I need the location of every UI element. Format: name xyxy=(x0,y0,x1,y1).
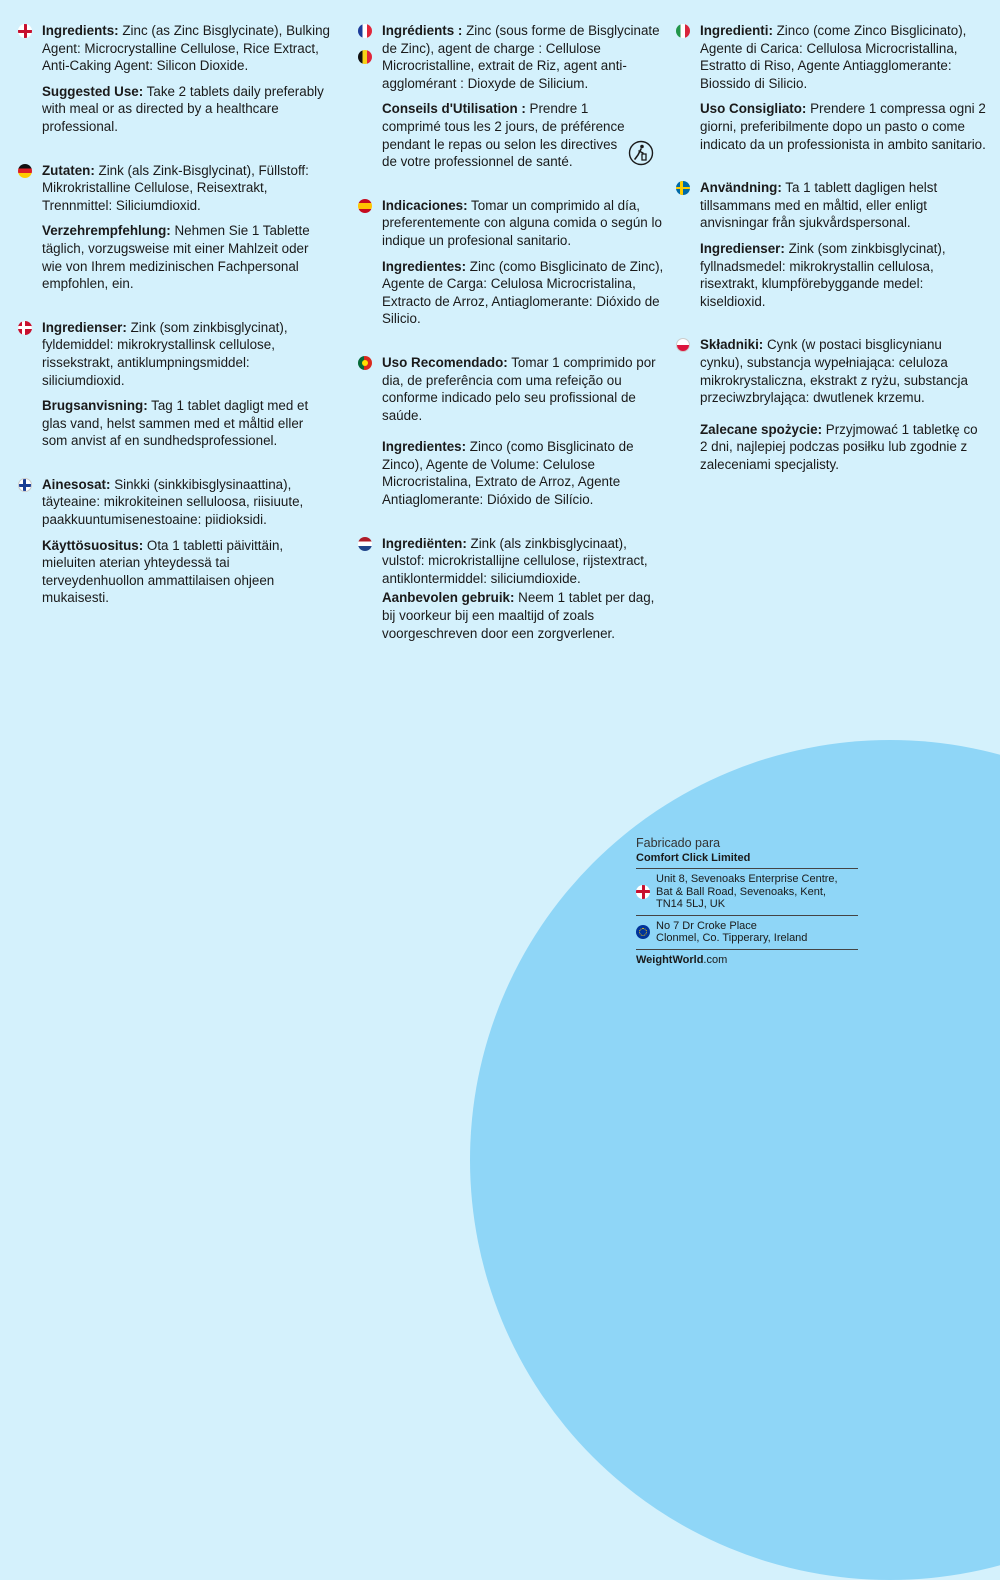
flag-uk-icon xyxy=(18,24,32,38)
flag-pt-icon xyxy=(358,356,372,370)
ingredients-es: Ingredientes: Zinc (como Bisglicinato de Zinc), Agente de Carga: Celulosa Microcristalina, Extracto de Arroz, Antiaglomerante: Dióxido de Silicio. xyxy=(382,258,664,327)
ingredients-nl: Ingrediënten: Zink (als zinkbisglycinaat), vulstof: microkristallijne cellulose, rijstextract, antiklontermiddel: siliciumdioxide. xyxy=(382,535,648,586)
suggested-use-pt: Uso Recomendado: Tomar 1 comprimido por dia, de preferência com uma refeição ou conforme indicado pelo seu profissional de saúde. xyxy=(382,354,656,423)
section-danish xyxy=(18,319,330,458)
column-middle xyxy=(358,22,668,650)
ingredients-en: Ingredients: Zinc (as Zinc Bisglycinate), Bulking Agent: Microcrystalline Cellulose, Rice Extract, Anti-Caking Agent: Silicon Dioxide. xyxy=(42,23,330,74)
section-german xyxy=(18,162,330,301)
company-name: Comfort Click Limited xyxy=(636,851,858,869)
flag-it-icon xyxy=(676,24,690,38)
suggested-use-fi: Käyttösuositus: Ota 1 tabletti päivittäin, mieluiten aterian yhteydessä tai terveydenhuollon ammattilaisen ohjeen mukaisesti. xyxy=(42,537,284,606)
flag-uk-icon xyxy=(636,885,650,899)
flag-de-icon xyxy=(18,164,32,178)
flag-dk-icon xyxy=(18,321,32,335)
column-right xyxy=(676,22,988,481)
suggested-use-se: Användning: Ta 1 tablett dagligen helst tillsammans med en måltid, eller enligt anvisningar från sjukvårdspersonal. xyxy=(700,180,938,231)
section-dutch xyxy=(358,535,668,651)
section-french xyxy=(358,22,668,179)
column-left xyxy=(18,22,330,615)
flag-fi-icon xyxy=(18,478,32,492)
flag-fr-icon xyxy=(358,24,372,38)
eu-address-line-1: No 7 Dr Croke Place xyxy=(656,919,757,932)
eu-address-line-2: Clonmel, Co. Tipperary, Ireland xyxy=(656,932,808,944)
flag-be-icon xyxy=(358,50,372,64)
section-italian xyxy=(676,22,988,161)
section-english xyxy=(18,22,330,144)
ingredients-pt: Ingredientes: Zinco (como Bisglicinato de Zinco), Agente de Volume: Celulose Microcristalina, Extrato de Arroz, Agente Antiaglomerante: Dióxido de Silício. xyxy=(382,439,634,508)
ingredients-fi: Ainesosat: Sinkki (sinkkibisglysinaattina), täyteaine: mikrokiteinen selluloosa, riisiuute, paakkuuntumisenestoaine: piidioksidi. xyxy=(42,476,304,528)
flag-se-icon xyxy=(676,181,690,195)
section-polish xyxy=(676,336,988,481)
flag-eu-icon xyxy=(636,925,650,939)
section-portuguese xyxy=(358,354,668,517)
ingredients-it: Ingredienti: Zinco (come Zinco Bisglicinato), Agente di Carica: Cellulosa Microcristallina, Estratto di Riso, Agente Antiagglomerante: Biossido di Silicio. xyxy=(700,23,967,91)
section-swedish xyxy=(676,179,988,318)
suggested-use-nl: Aanbevolen gebruik: Neem 1 tablet per dag, bij voorkeur bij een maaltijd of zoals voorgeschreven door een zorgverlener. xyxy=(382,590,655,641)
suggested-use-fr: Conseils d'Utilisation : Prendre 1 comprimé tous les 2 jours, de préférence pendant le repas ou selon les directives de votre professionnel de santé. xyxy=(382,101,625,170)
suggested-use-pl: Zalecane spożycie: Przyjmować 1 tabletkę co 2 dni, najlepiej podczas posiłku lub zgodnie z zaleceniami specjalisty. xyxy=(700,421,978,472)
section-spanish xyxy=(358,197,668,336)
suggested-use-dk: Brugsanvisning: Tag 1 tablet dagligt med et glas vand, helst sammen med et måltid eller som anvist af en sundhedsprofessionel. xyxy=(42,398,309,449)
recycle-icon xyxy=(628,140,654,166)
uk-address xyxy=(636,869,858,916)
website-link[interactable]: WeightWorld.com xyxy=(636,953,728,966)
ingredients-fr: Ingrédients : Zinc (sous forme de Bisglycinate de Zinc), agent de charge : Cellulose Microcristalline, extrait de Riz, agent anti-agglomérant : Dioxyde de Silicium. xyxy=(382,23,660,91)
uk-address-line-1: Unit 8, Sevenoaks Enterprise Centre, xyxy=(656,873,838,885)
flag-nl-icon xyxy=(358,537,372,551)
section-finnish xyxy=(18,476,330,615)
eu-address xyxy=(636,916,858,950)
manufacturer-info xyxy=(636,836,858,967)
ingredients-dk: Ingredienser: Zink (som zinkbisglycinat), fyldemiddel: mikrokrystallinsk cellulose, rissekstrakt, antiklumpningsmiddel: siliciumdioxid. xyxy=(42,319,288,388)
uk-address-line-2: Bat & Ball Road, Sevenoaks, Kent, xyxy=(656,885,826,898)
manufactured-for-label: Fabricado para xyxy=(636,836,721,850)
ingredients-se: Ingredienser: Zink (som zinkbisglycinat), fyllnadsmedel: mikrokrystallin cellulosa, risextrakt, klumpförebyggande medel: kiseldioxid. xyxy=(700,240,946,309)
ingredients-de: Zutaten: Zink (als Zink-Bisglycinat), Füllstoff: Mikrokristalline Cellulose, Reisextrakt, Trennmittel: Siliciumdioxid. xyxy=(42,162,309,213)
suggested-use-es: Indicaciones: Tomar un comprimido al día, preferentemente con alguna comida o según lo indique un profesional sanitario. xyxy=(382,197,662,248)
suggested-use-en: Suggested Use: Take 2 tablets daily preferably with meal or as directed by a healthcare professional. xyxy=(42,83,324,134)
flag-es-icon xyxy=(358,199,372,213)
flag-pl-icon xyxy=(676,338,690,352)
suggested-use-it: Uso Consigliato: Prendere 1 compressa ogni 2 giorni, preferibilmente dopo un pasto o come indicato da un professionista in ambito sanitario. xyxy=(700,101,986,152)
uk-address-line-3: TN14 5LJ, UK xyxy=(656,898,726,910)
ingredients-pl: Składniki: Cynk (w postaci bisglicynianu cynku), substancja wypełniająca: celuloza mikrokrystaliczna, ekstrakt z ryżu, substancja przeciwzbrylająca: dwutlenek krzemu. xyxy=(700,337,968,406)
suggested-use-de: Verzehrempfehlung: Nehmen Sie 1 Tablette täglich, vorzugsweise mit einer Mahlzeit oder wie von Ihrem medizinischen Fachpersonal empfohlen, ein. xyxy=(42,223,310,292)
